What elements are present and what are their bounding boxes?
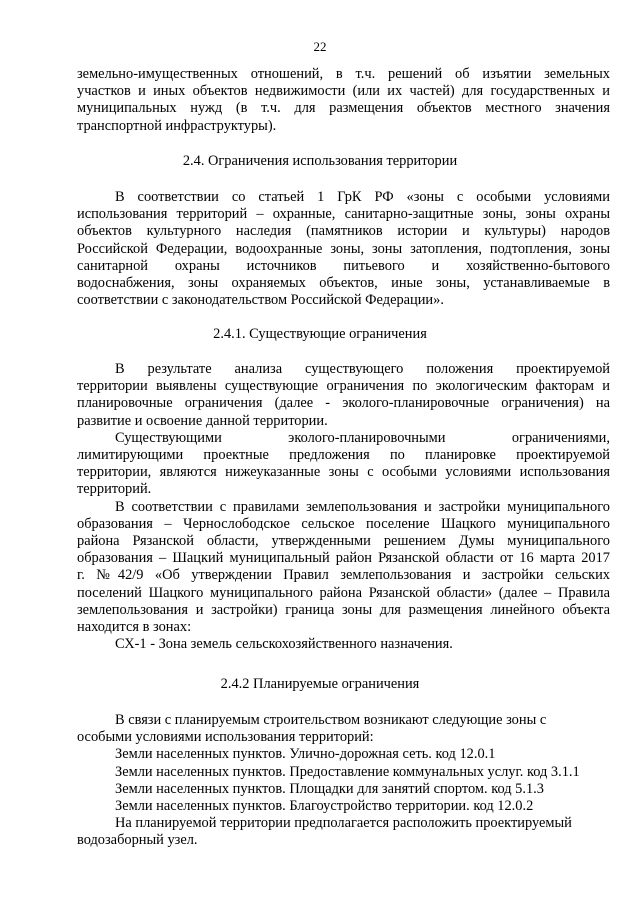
list-item: Земли населенных пунктов. Благоустройство территории. код 12.0.2 (115, 798, 534, 815)
text-line: образования – Чернослободское сельское поселение Шацкого муниципального (77, 515, 610, 532)
text-line: земельно-имущественных отношений, в т.ч. решений об изъятии земельных (77, 66, 610, 82)
text-line: В результате анализа существующего положения проектируемой (115, 361, 610, 377)
text-line: транспортной инфраструктуры). (77, 117, 277, 134)
text-line: образования – Шацкий муниципальный район Рязанской области от 16 марта 2017 (77, 550, 610, 567)
text-line: лимитирующими проектные предложения по планировке проектируемой (77, 447, 610, 464)
text-line: участков и иных объектов недвижимости (или их частей) для государственных и (77, 83, 610, 100)
text-line: территорий. (77, 481, 152, 498)
text-line: находится в зонах: (77, 619, 192, 636)
text-line: использования территорий – охранные, санитарно-защитные зоны, зоны охраны (77, 206, 610, 223)
text-line: г. №42/9 «Об утверждении Правил землепользования и застройки сельских (77, 567, 610, 584)
text-line: развитие и освоение данной территории. (77, 412, 328, 429)
section-heading-2-4-1: 2.4.1. Существующие ограничения (213, 326, 427, 342)
text-line: водозаборный узел. (77, 832, 198, 849)
list-item: Земли населенных пунктов. Улично-дорожная сеть. код 12.0.1 (115, 746, 496, 763)
page-number: 22 (313, 39, 327, 54)
text-line: Российской Федерации, водоохранные зоны, зоны затопления, подтопления, зоны (77, 240, 610, 257)
text-line: района Рязанской области, утвержденными решением Думы муниципального (77, 533, 610, 550)
text-line: водоснабжения, зоны охраняемых объектов, иные зоны, устанавливаемые в (77, 275, 610, 292)
section-2-4-paragraph (77, 189, 610, 309)
list-item: Земли населенных пунктов. Площадки для занятий спортом. код 5.1.3 (115, 780, 544, 797)
text-line: особыми условиями использования территорий: (77, 729, 374, 746)
text-line: На планируемой территории предполагается расположить проектируемый (115, 815, 572, 832)
text-line: территории выявлены существующие ограничения по экологическим факторам и (77, 378, 610, 395)
text-line: объектов культурного наследия (памятников истории и культуры) народов (77, 223, 610, 240)
text-line: землепользования и застройки) граница зоны для размещения линейного объекта (77, 601, 610, 618)
text-line: территории, являются нижеуказанные зоны с особыми условиями использования (77, 464, 610, 481)
section-2-4-1-body (77, 361, 610, 653)
section-2-4-2-body (77, 712, 610, 850)
intro-paragraph (77, 66, 610, 135)
text-line: планировочные ограничения (далее - эколого-планировочные ограничения) на (77, 395, 610, 412)
text-line: муниципальных нужд (в т.ч. для размещения объектов местного значения (77, 100, 610, 117)
text-line: В связи с планируемым строительством возникают следующие зоны с (115, 712, 547, 728)
list-item: Земли населенных пунктов. Предоставление коммунальных услуг. код 3.1.1 (115, 763, 580, 780)
section-heading-2-4-2: 2.4.2 Планируемые ограничения (220, 676, 420, 692)
text-line: соответствии с законодательством Российской Федерации». (77, 292, 444, 309)
text-line: Существующими эколого-планировочными ограничениями, (115, 429, 610, 446)
zone-item: СХ-1 - Зона земель сельскохозяйственного назначения. (115, 636, 453, 653)
text-line: поселений Шацкого муниципального района Рязанской области» (далее – Правила (77, 584, 610, 601)
text-line: В соответствии со статьей 1 ГрК РФ «зоны с особыми условиями (115, 189, 610, 205)
text-line: В соответствии с правилами землепользования и застройки муниципального (115, 498, 610, 515)
section-heading-2-4: 2.4. Ограничения использования территории (182, 153, 458, 169)
text-line: санитарной охраны источников питьевого и хозяйственно-бытового (77, 257, 610, 274)
